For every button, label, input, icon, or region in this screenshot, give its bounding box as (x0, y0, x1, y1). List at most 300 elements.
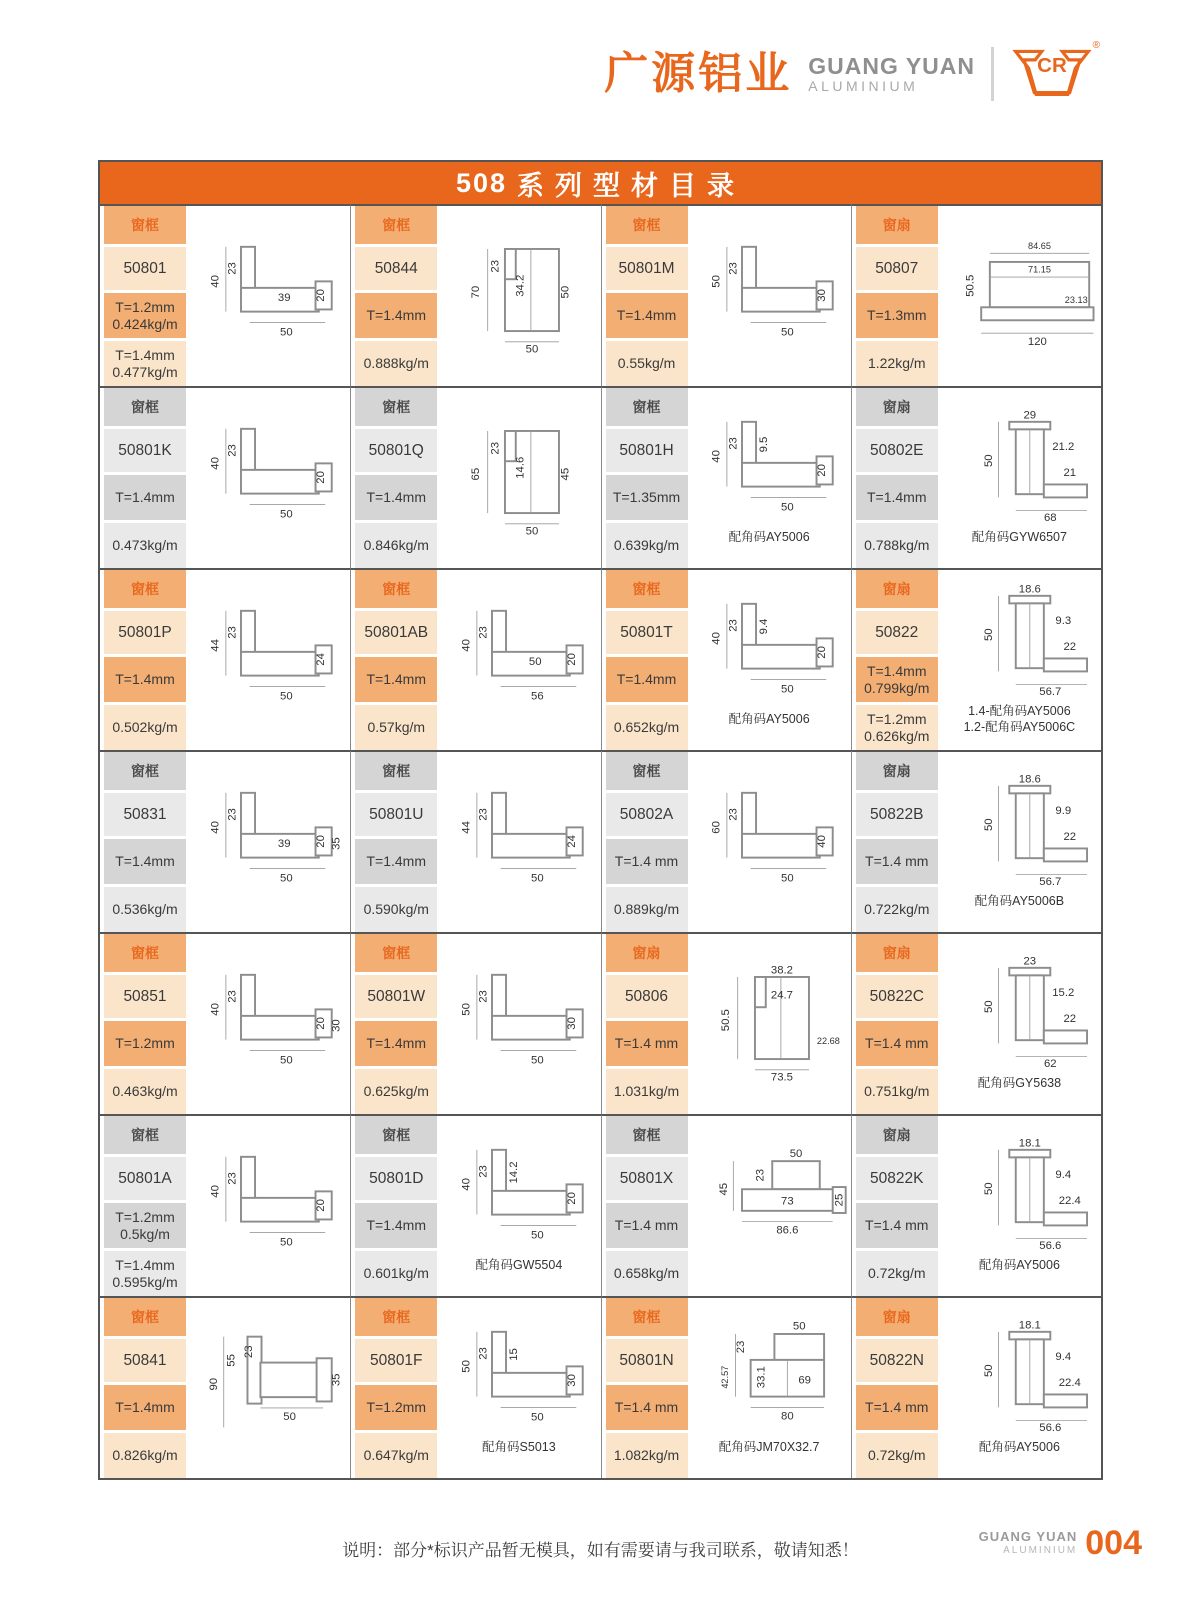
product-code (355, 611, 437, 657)
drawing-area (688, 1298, 851, 1478)
dimension-label: 21 (1063, 466, 1077, 479)
weight-text (355, 1251, 437, 1296)
dimension-label: 23 (727, 261, 740, 275)
product-cell-50807 (851, 204, 1101, 386)
product-cell-50822 (851, 568, 1101, 750)
product-code (355, 1339, 437, 1385)
product-code (355, 247, 437, 293)
weight-text-line: 0.536kg/m (112, 901, 178, 918)
spec-text-line: T=1.4mm (115, 1399, 175, 1416)
product-cell-50802A (601, 750, 851, 932)
category-label (104, 570, 186, 611)
drawing-area (437, 1116, 600, 1296)
weight-text (856, 887, 938, 932)
dimension-label: 62 (1044, 1057, 1057, 1070)
product-info-column (856, 752, 938, 932)
spec-text (104, 657, 186, 705)
drawing-note-line: 配角码AY5006 (978, 1439, 1060, 1454)
spec-text (104, 1203, 186, 1251)
product-code (355, 1157, 437, 1203)
dimension-label: 40 (209, 456, 222, 470)
product-info-column (104, 934, 186, 1114)
dimension-label: 50 (280, 1235, 293, 1248)
dimension-label: 23 (226, 807, 239, 821)
weight-text (355, 887, 437, 932)
drawing-note-line: 配角码AY5006B (974, 893, 1065, 908)
dimension-label: 80 (781, 1409, 794, 1422)
dimension-label: 20 (816, 463, 829, 477)
weight-text (104, 523, 186, 568)
product-code (606, 793, 688, 839)
product-code (856, 1157, 938, 1203)
product-code-line: 50801P (118, 623, 172, 641)
weight-text (355, 523, 437, 568)
drawing-area (938, 934, 1101, 1114)
category-label (856, 1116, 938, 1157)
category-label-line: 窗扇 (882, 216, 911, 233)
profile-drawing-50801Q (438, 418, 600, 539)
product-info-column (104, 1298, 186, 1478)
spec-text (606, 1021, 688, 1069)
brand-name-cn: 广源铝业 (604, 49, 793, 98)
weight-text-line: 0.57kg/m (367, 719, 426, 736)
category-label (355, 388, 437, 429)
product-cell-50801AB (350, 568, 600, 750)
dimension-label: 23 (226, 989, 239, 1003)
dimension-label: 50 (559, 285, 572, 298)
weight-text (104, 1069, 186, 1114)
category-label (104, 1116, 186, 1157)
category-label-line: 窗框 (131, 1308, 159, 1325)
product-cell-50801W (350, 932, 600, 1114)
category-label-line: 窗框 (131, 944, 159, 961)
product-code (856, 793, 938, 839)
footer-brand (979, 1526, 1142, 1560)
footer-note: 说明：部分*标识产品暂无模具，如有需要请与我司联系，敬请知悉！ (342, 1541, 859, 1560)
weight-text-line: 0.846kg/m (363, 537, 429, 554)
dimension-label: 20 (315, 470, 328, 484)
dimension-label: 86.6 (776, 1224, 799, 1236)
product-code (104, 1157, 186, 1203)
spec-text (856, 657, 938, 705)
spec-text (856, 839, 938, 887)
profile-drawing-50844 (438, 236, 600, 357)
dimension-label: 50 (781, 501, 794, 514)
dimension-label: 50 (525, 525, 539, 538)
category-label (856, 934, 938, 975)
drawing-note-line: 配角码JM70X32.7 (718, 1439, 820, 1454)
drawing-note-line: 1.2-配角码AY5006C (963, 719, 1076, 734)
category-label-line: 窗框 (382, 762, 411, 779)
product-code (355, 793, 437, 839)
svg-text:CR: CR (1037, 53, 1067, 77)
cr-logo-icon (1010, 40, 1100, 104)
product-code-line: 50801U (369, 805, 424, 823)
profile-drawing-50802E (938, 411, 1100, 532)
dimension-label: 23.13 (1065, 294, 1089, 305)
dimension-label: 9.4 (1055, 1168, 1072, 1181)
product-info-column (856, 1116, 938, 1296)
category-label-line: 窗框 (131, 762, 159, 779)
category-label-line: 窗框 (131, 580, 159, 597)
dimension-label: 23 (727, 807, 740, 821)
profile-drawing-50807 (938, 236, 1100, 357)
dimension-label: 45 (559, 467, 572, 480)
drawing-area (938, 570, 1101, 750)
dimension-label: 14.6 (514, 456, 527, 479)
dimension-label: 23 (226, 625, 239, 639)
drawing-area (186, 388, 350, 568)
dimension-label: 22.68 (817, 1035, 841, 1046)
spec-text (606, 839, 688, 887)
drawing-area (437, 752, 600, 932)
drawing-area (688, 206, 851, 386)
spec-text-line: T=1.4 mm (614, 853, 679, 870)
product-info-column (606, 934, 688, 1114)
dimension-label: 29 (1023, 410, 1037, 422)
spec-text-line: T=1.4 mm (865, 853, 929, 870)
profile-drawing-50822K (938, 1139, 1100, 1260)
product-code-line: 50801 (123, 259, 167, 277)
product-info-column (856, 388, 938, 568)
dimension-label: 23 (226, 443, 239, 457)
dimension-label: 50 (781, 325, 794, 338)
product-info-column (104, 752, 186, 932)
category-label-line: 窗框 (632, 1308, 661, 1325)
weight-text (355, 341, 437, 386)
spec-text-line: T=1.4mm (616, 307, 677, 324)
product-info-column (856, 1298, 938, 1478)
brand-divider (991, 47, 994, 101)
dimension-label: 50 (280, 689, 293, 702)
drawing-note (975, 894, 1064, 910)
product-info-column (104, 570, 186, 750)
dimension-label: 15.2 (1052, 986, 1075, 999)
weight-text-line: 0.590kg/m (363, 901, 429, 918)
product-code (856, 975, 938, 1021)
category-label (606, 752, 688, 793)
drawing-note (729, 530, 810, 546)
spec-text-line: T=1.4mm (866, 663, 927, 680)
dimension-label: 50 (525, 343, 539, 356)
dimension-label: 35 (330, 1373, 343, 1386)
product-code (104, 793, 186, 839)
product-code-line: 50801A (118, 1169, 172, 1187)
catalog-title-prefix: 508 (455, 167, 508, 198)
product-code-line: 50802A (619, 805, 674, 823)
spec-text (856, 1203, 938, 1251)
weight-text (606, 1069, 688, 1114)
dimension-label: 50 (530, 1229, 544, 1242)
category-label-line: 窗扇 (632, 944, 661, 961)
product-info-column (856, 206, 938, 386)
product-grid (100, 204, 1101, 1478)
product-cell-50851 (100, 932, 350, 1114)
profile-drawing-50806 (688, 964, 850, 1085)
product-cell-50822B (851, 750, 1101, 932)
spec-text (355, 657, 437, 705)
drawing-area (688, 570, 851, 750)
dimension-label: 50 (280, 1053, 293, 1066)
product-code-line: 50822B (870, 805, 924, 823)
spec-text-line: 0.799kg/m (864, 679, 930, 696)
profile-drawing-50851 (187, 964, 349, 1085)
dimension-label: 50 (283, 1410, 297, 1423)
dimension-label: 9.4 (757, 618, 770, 635)
weight-text-line: 0.658kg/m (613, 1265, 680, 1282)
profile-drawing-50802A (688, 782, 850, 903)
dimension-label: 40 (460, 638, 473, 652)
weight-text (606, 887, 688, 932)
category-label-line: 窗框 (632, 762, 661, 779)
dimension-label: 42.57 (720, 1365, 731, 1389)
drawing-note-line: 配角码GW5504 (475, 1257, 563, 1272)
dimension-label: 40 (710, 631, 723, 645)
dimension-label: 50.5 (965, 274, 978, 297)
category-label (355, 570, 437, 611)
product-code-line: 50802E (870, 441, 924, 459)
category-label-line: 窗框 (632, 580, 661, 597)
product-info-column (606, 388, 688, 568)
drawing-note (979, 1258, 1060, 1274)
dimension-label: 40 (816, 834, 829, 848)
product-cell-50844 (350, 204, 600, 386)
product-code (104, 429, 186, 475)
category-label-line: 窗扇 (882, 580, 911, 597)
category-label (355, 206, 437, 247)
dimension-label: 18.1 (1019, 1138, 1042, 1150)
dimension-label: 23 (477, 989, 490, 1003)
profile-drawing-50801U (438, 782, 600, 903)
category-label (856, 1298, 938, 1339)
drawing-area (437, 388, 600, 568)
spec-text (104, 839, 186, 887)
dimension-label: 39 (278, 837, 291, 850)
catalog-title-text: 系列型材目录 (517, 170, 746, 201)
product-code (355, 975, 437, 1021)
category-label-line: 窗扇 (882, 1126, 911, 1143)
spec-text-line: T=1.4mm (366, 1217, 426, 1234)
drawing-area (938, 206, 1101, 386)
brand-en-top: GUANG YUAN (808, 52, 975, 79)
product-info-column (104, 1116, 186, 1296)
category-label (606, 388, 688, 429)
product-code-line: 50822K (870, 1169, 924, 1187)
drawing-area (938, 1116, 1101, 1296)
dimension-label: 24.7 (771, 989, 794, 1002)
dimension-label: 24 (566, 834, 579, 848)
drawing-area (186, 752, 350, 932)
product-info-column (606, 752, 688, 932)
category-label (856, 388, 938, 429)
spec-text-line: T=1.4mm (366, 1035, 426, 1052)
dimension-label: 23 (1023, 956, 1037, 968)
product-code-line: 50806 (624, 987, 669, 1005)
product-cell-50802E (851, 386, 1101, 568)
spec-text (355, 293, 437, 341)
drawing-area (437, 1298, 600, 1478)
spec-text-line: T=1.4mm (366, 489, 426, 506)
dimension-label: 25 (833, 1193, 846, 1206)
dimension-label: 50 (789, 1147, 803, 1160)
drawing-area (938, 752, 1101, 932)
category-label-line: 窗框 (382, 1308, 411, 1325)
dimension-label: 70 (469, 285, 482, 298)
category-label (355, 1116, 437, 1157)
spec-text (355, 475, 437, 523)
product-info-column (355, 1116, 437, 1296)
profile-drawing-50822 (938, 585, 1100, 706)
dimension-label: 14.2 (507, 1161, 520, 1184)
product-code-line: 50801H (619, 441, 674, 459)
category-label-line: 窗框 (632, 1126, 661, 1143)
dimension-label: 90 (208, 1377, 221, 1390)
spec-text-line: T=1.35mm (612, 489, 681, 506)
dimension-label: 22 (1063, 1012, 1077, 1025)
dimension-label: 45 (718, 1182, 731, 1196)
profile-drawing-50801AB (438, 600, 600, 721)
product-info-column (355, 1298, 437, 1478)
spec-text (355, 1385, 437, 1433)
profile-drawing-50822C (938, 957, 1100, 1078)
spec-text-line: T=1.4 mm (614, 1035, 679, 1052)
product-code (856, 1339, 938, 1385)
product-code-line: 50801M (618, 259, 675, 277)
dimension-label: 50 (983, 818, 996, 831)
product-code (606, 247, 688, 293)
cr-logo-shape (1010, 44, 1094, 102)
dimension-label: 50 (528, 655, 542, 668)
drawing-note-line: 配角码AY5006 (728, 711, 810, 726)
product-cell-50801F (350, 1296, 600, 1478)
weight-text (606, 1251, 688, 1296)
dimension-label: 50 (280, 507, 293, 520)
spec-text-line: T=1.4 mm (614, 1399, 679, 1416)
category-label (606, 206, 688, 247)
dimension-label: 23 (226, 261, 239, 275)
drawing-note-line: 配角码S5013 (482, 1439, 556, 1454)
category-label-line: 窗框 (131, 398, 159, 415)
category-label (104, 1298, 186, 1339)
product-cell-50801T (601, 568, 851, 750)
dimension-label: 56 (530, 689, 544, 702)
spec-text-line: T=1.4mm (366, 307, 426, 324)
weight-text-line: 0.788kg/m (864, 537, 930, 554)
profile-drawing-50801N (688, 1321, 850, 1442)
product-info-column (606, 1298, 688, 1478)
spec-text-line: T=1.3mm (866, 307, 927, 324)
product-info-column (104, 388, 186, 568)
product-code (104, 611, 186, 657)
dimension-label: 20 (566, 1191, 579, 1205)
profile-drawing-50801A (187, 1146, 349, 1267)
dimension-label: 38.2 (771, 964, 794, 977)
spec-text-line: T=1.4mm (616, 671, 677, 688)
drawing-note-line: 1.4-配角码AY5006 (968, 703, 1071, 718)
category-label (606, 934, 688, 975)
profile-drawing-50801W (438, 964, 600, 1085)
dimension-label: 56.6 (1039, 1239, 1062, 1252)
weight-text-line: 0.72kg/m (867, 1265, 926, 1282)
dimension-label: 9.3 (1055, 614, 1072, 627)
product-info-column (355, 934, 437, 1114)
drawing-area (688, 1116, 851, 1296)
product-code-line: 50801K (118, 441, 172, 459)
product-cell-50801K (100, 386, 350, 568)
product-code-line: 50801Q (368, 441, 424, 459)
spec-text (355, 839, 437, 887)
dimension-label: 9.4 (1055, 1350, 1072, 1363)
dimension-label: 23 (727, 436, 740, 450)
product-cell-50841 (100, 1296, 350, 1478)
spec-text (104, 1385, 186, 1433)
profile-drawing-50822N (938, 1321, 1100, 1442)
spec-text-line: 0.5kg/m (120, 1225, 170, 1242)
category-label (104, 388, 186, 429)
category-label-line: 窗框 (382, 944, 411, 961)
drawing-area (186, 570, 350, 750)
dimension-label: 35 (330, 836, 343, 850)
dimension-label: 55 (225, 1353, 238, 1367)
weight-text (856, 1433, 938, 1478)
dimension-label: 50 (983, 1364, 996, 1377)
weight-text (104, 1433, 186, 1478)
spec-text (856, 1021, 938, 1069)
dimension-label: 50 (983, 628, 996, 641)
product-cell-50822K (851, 1114, 1101, 1296)
dimension-label: 84.65 (1028, 240, 1052, 251)
category-label (104, 206, 186, 247)
weight-text-line: T=1.2mm (866, 711, 927, 728)
weight-text-line: T=1.4mm (115, 1257, 175, 1274)
spec-text (856, 1385, 938, 1433)
weight-text (355, 1069, 437, 1114)
weight-text-line: 0.626kg/m (864, 727, 930, 744)
dimension-label: 50 (781, 871, 794, 884)
category-label-line: 窗框 (382, 216, 411, 233)
dimension-label: 50 (983, 454, 996, 467)
dimension-label: 15 (507, 1347, 520, 1361)
category-label (606, 1116, 688, 1157)
dimension-label: 50 (983, 1000, 996, 1013)
dimension-label: 65 (469, 467, 482, 480)
product-code-line: 50801D (369, 1169, 424, 1187)
spec-text-line: 0.424kg/m (112, 315, 178, 332)
dimension-label: 40 (209, 1002, 222, 1016)
drawing-note (978, 1076, 1061, 1092)
product-code (104, 1339, 186, 1385)
dimension-label: 120 (1028, 335, 1048, 348)
footer-brand-name: GUANG YUAN (978, 1529, 1078, 1545)
weight-text-line: 0.647kg/m (363, 1447, 429, 1464)
weight-text (856, 705, 938, 750)
registered-mark: ® (1092, 40, 1100, 51)
dimension-label: 20 (816, 645, 829, 659)
category-label-line: 窗框 (382, 1126, 411, 1143)
spec-text-line: T=1.2mm (366, 1399, 426, 1416)
weight-text (104, 887, 186, 932)
dimension-label: 23 (477, 625, 490, 639)
category-label (355, 1298, 437, 1339)
product-info-column (104, 206, 186, 386)
dimension-label: 22.4 (1059, 1194, 1082, 1207)
category-label (856, 570, 938, 611)
dimension-label: 23 (489, 441, 502, 455)
dimension-label: 23 (242, 1344, 255, 1358)
spec-text-line: T=1.4mm (366, 853, 426, 870)
product-info-column (355, 752, 437, 932)
product-cell-50801U (350, 750, 600, 932)
